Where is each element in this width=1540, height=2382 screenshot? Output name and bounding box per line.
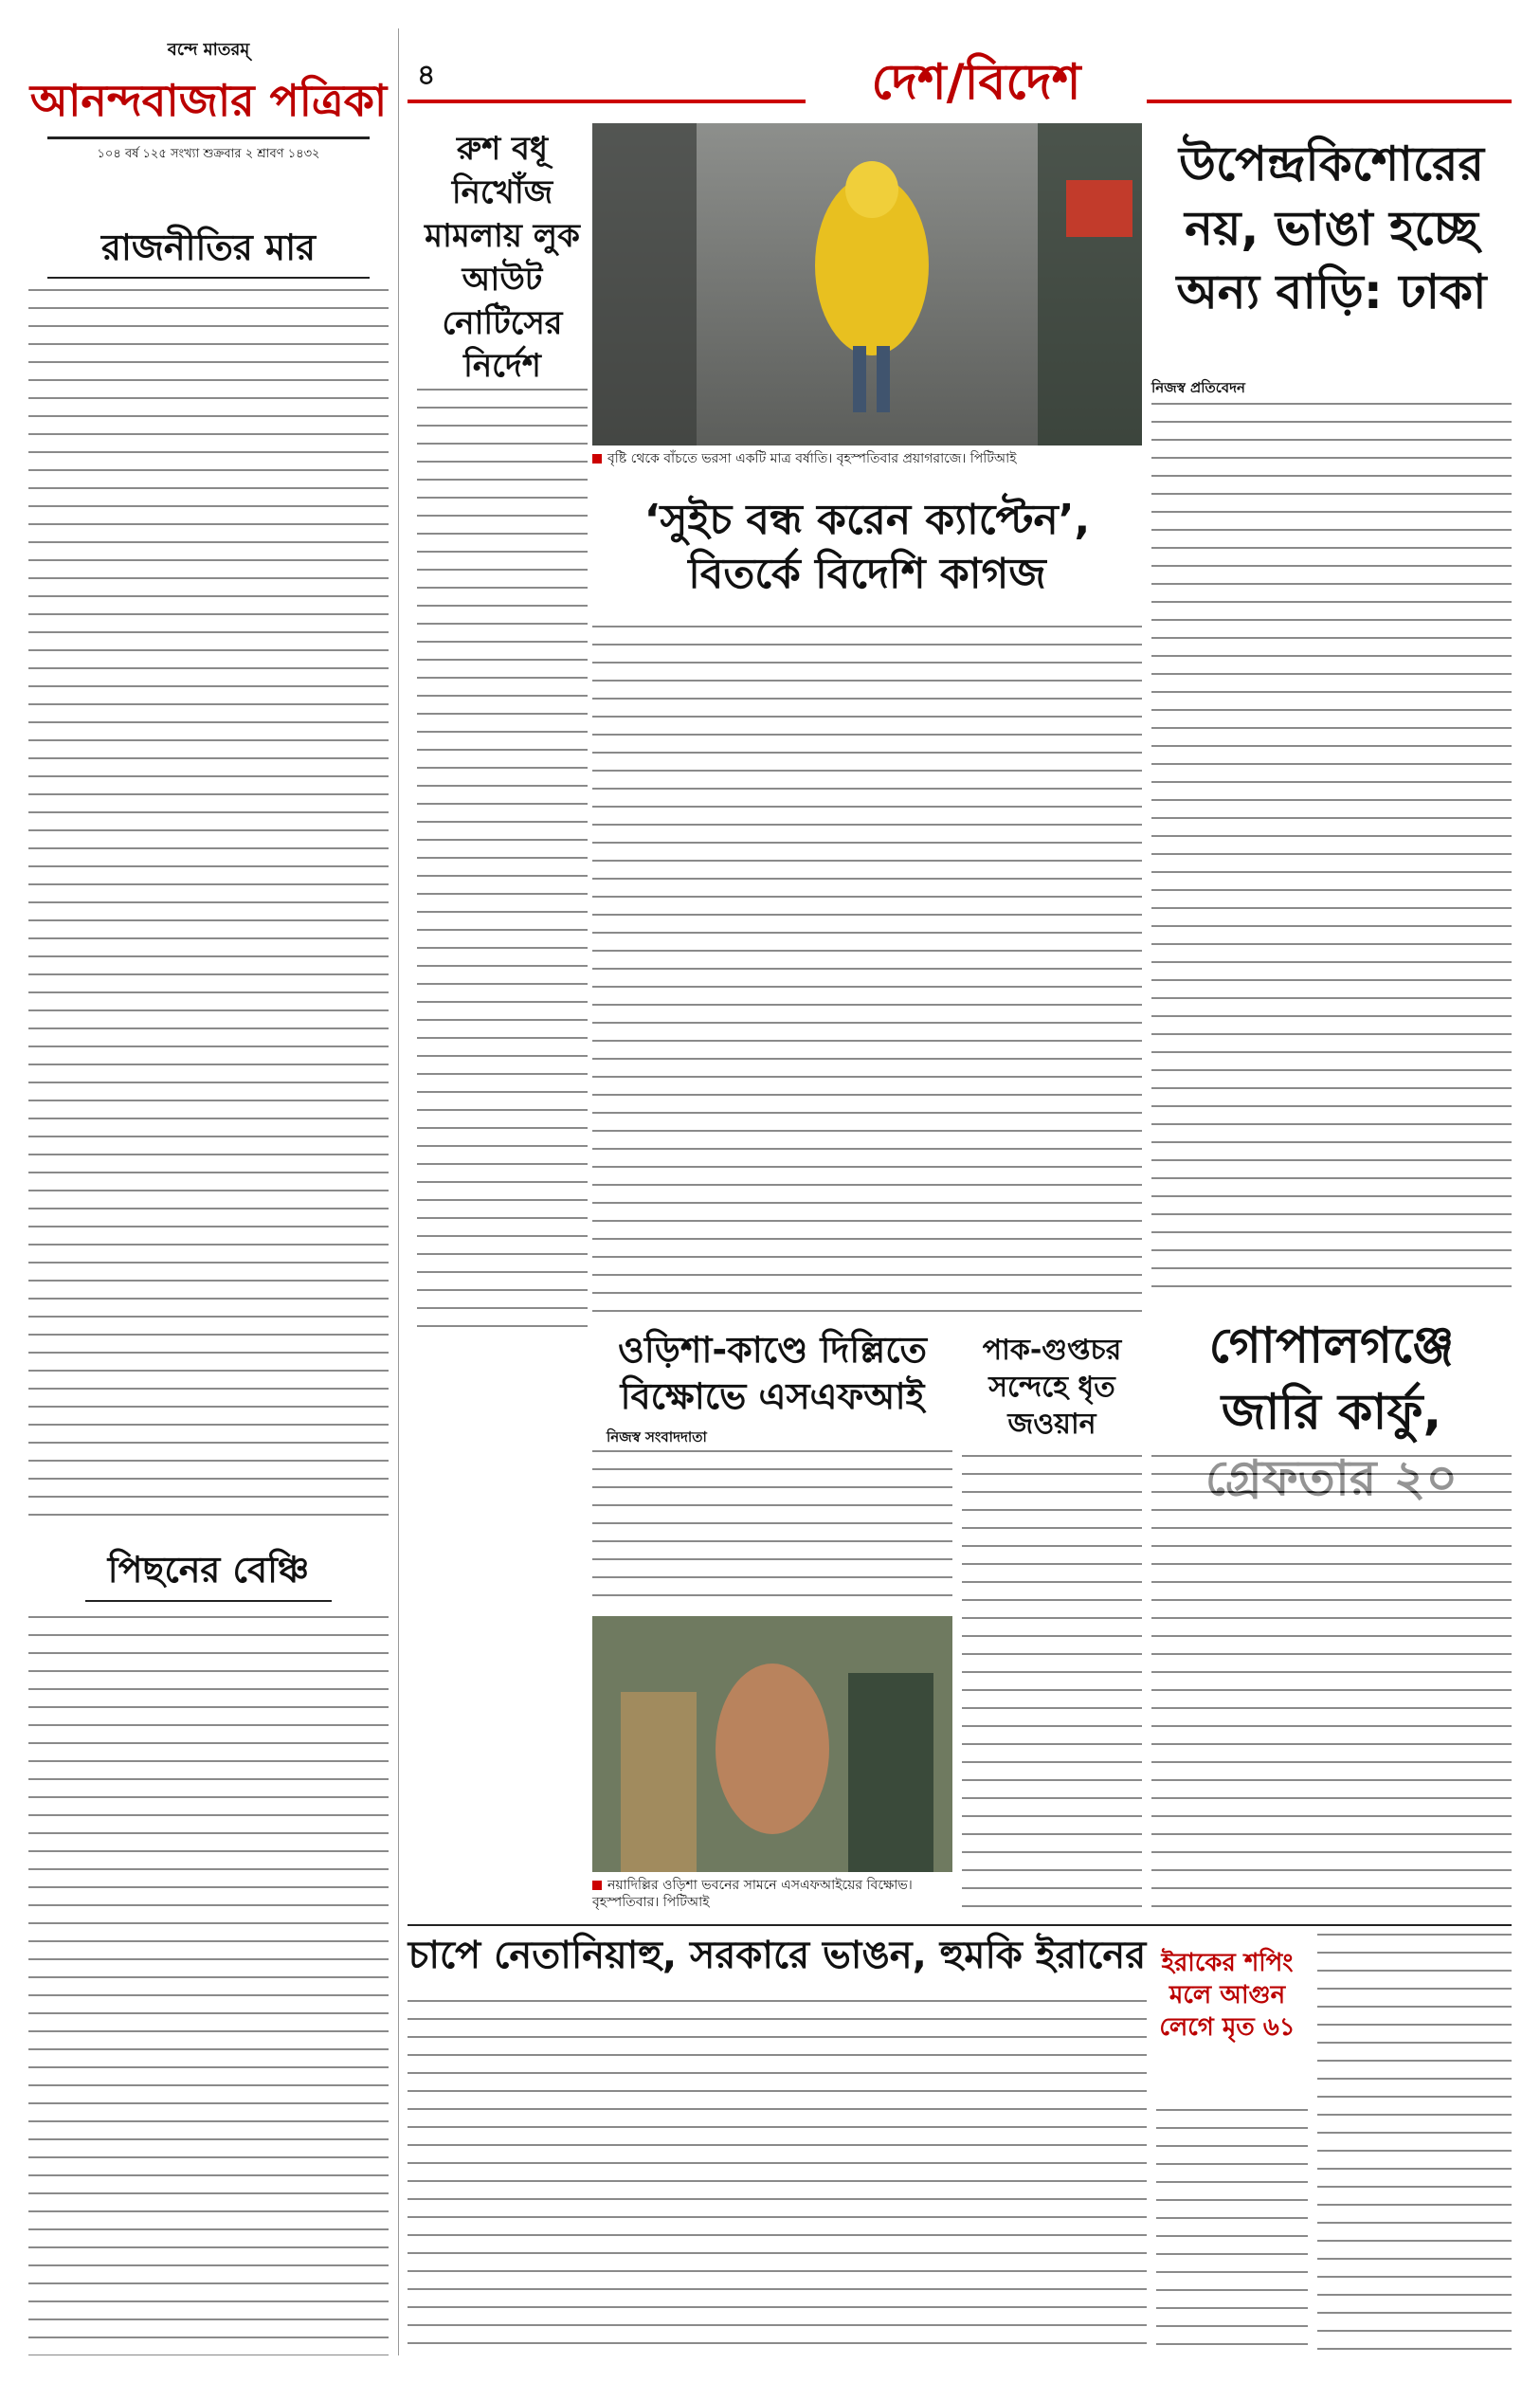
section-rule-right [1147,100,1512,103]
lookout-body [417,389,588,1336]
protest-image [592,1616,952,1872]
opinion-title: পিছনের বেঞ্চি [107,1549,310,1591]
masthead [28,28,389,218]
odisha-body [592,1450,952,1611]
opinion-title-rule [85,1600,332,1602]
iraq-body-right [1317,1934,1512,2355]
netanyahu-headline: চাপে নেতানিয়াহু, সরকারে ভাঙন, হুমকি ইরানের [408,1934,1147,1977]
editorial-body [28,289,389,1521]
main-photo [592,123,1142,445]
lookout-headline: রুশ বধূ নিখোঁজ মামলায় লুক আউট নোটিসের নির্দেশ [425,130,580,386]
masthead-dateline: ১০৪ বর্ষ ১২৫ সংখ্যা শুক্রবার ২ শ্রাবণ ১৪৩২ [97,147,320,162]
gopalganj-body [1151,1455,1512,1915]
protest-photo-caption: নয়াদিল্লির ওড়িশা ভবনের সামনে এসএফআইয়ের বিক্ষোভ। বৃহস্পতিবার। পিটিআই [592,1878,913,1911]
column-divider [398,28,399,2355]
upendra-body [1151,403,1512,1299]
upendra-headline: উপেন্দ্রকিশোরের নয়, ভাঙা হচ্ছে অন্য বাড়ি: ঢাকা [1176,136,1487,319]
netanyahu-body [408,2000,1147,2355]
odisha-headline: ওড়িশা-কাণ্ডে দিল্লিতে বিক্ষোভে এসএফআই [617,1329,928,1418]
switch-headline: ‘সুইচ বন্ধ করেন ক্যাপ্টেন’, বিতর্কে বিদেশি কাগজ [643,496,1091,599]
iraq-headline: ইরাকের শপিং মলে আগুন লেগে মৃত ৬১ [1159,1949,1295,2042]
masthead-tagline: বন্দে মাতরম্‌ [167,40,250,60]
odisha-byline: নিজস্ব সংবাদদাতা [607,1428,707,1446]
switch-body [592,626,1142,1327]
masthead-title: আনন্দবাজার পত্রিকা [29,75,388,126]
section-rule-left [408,100,806,103]
spy-headline: পাক-গুপ্তচর সন্দেহে ধৃত জওয়ান [982,1334,1122,1441]
upendra-byline: নিজস্ব প্রতিবেদন [1151,379,1245,396]
spy-body [962,1455,1142,1915]
section-title: দেশ/বিদেশ [871,54,1081,111]
iraq-body [1156,2109,1308,2355]
caption-square-icon [592,1881,602,1890]
page-number: ৪ [417,59,436,92]
editorial-title-rule [47,277,370,279]
netanyahu-top-rule [408,1924,1512,1926]
gopalganj-headline: গোপালগঞ্জে জারি কার্ফু, [1208,1318,1455,1442]
caption-square-icon [592,454,602,464]
protest-photo [592,1616,952,1872]
editorial-title: রাজনীতির মার [100,227,316,268]
masthead-rule [47,136,370,139]
main-photo-caption: বৃষ্টি থেকে বাঁচতে ভরসা একটি মাত্র বর্ষাতি। বৃহস্পতিবার প্রয়াগরাজে। পিটিআই [592,450,1142,467]
opinion-body [28,1616,389,2355]
rain-photo [592,123,1142,445]
